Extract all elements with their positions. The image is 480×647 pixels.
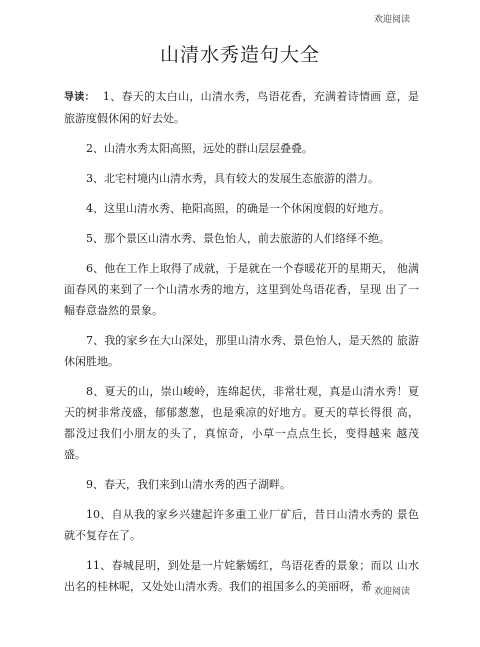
paragraph-text: 1、春天的太白山，山清水秀，鸟语花香，充满着诗情画 意，是旅游度假休闲的好去处。 (64, 90, 419, 125)
paragraph-11: 11、春城昆明，到处是一片姹紫嫣红，鸟语花香的景象；而以 山水出名的桂林呢，又处处山清水秀。我们的祖国多么的美丽呀，希 (64, 559, 419, 593)
paragraph-6: 6、他在工作上取得了成就，于是就在一个春暖花开的星期天， 他满面春风的来到了一个山清水秀的地方，这里到处鸟语花香，呈现 出了一幅春意盎然的景象。 (64, 262, 419, 317)
paragraph-9: 9、春天，我们来到山清水秀的西子湖畔。 (86, 478, 291, 491)
lead-label: 导读： (64, 92, 95, 103)
paragraph-1 (64, 86, 419, 129)
paragraph-10: 10、自从我的家乡兴建起许多重工业厂矿后，昔日山清水秀的 景色就不复存在了。 (64, 508, 419, 542)
header-note: 欢迎阅读 (373, 15, 410, 25)
paragraph-5: 5、那个景区山清水秀、景色怡人，前去旅游的人们络绎不绝。 (86, 232, 390, 245)
document-title: 山清水秀造句大全 (159, 44, 320, 66)
document-body (64, 86, 419, 606)
paragraph-7: 7、我的家乡在大山深处，那里山清水秀、景色怡人，是天然的 旅游休闲胜地。 (64, 334, 419, 368)
paragraph-8: 8、夏天的山，崇山峻岭，连绵起伏，非常壮观，真是山清水秀！夏天的树非常茂盛，郁郁葱葱，也是乘凉的好地方。夏天的草长得很 高，都没过我们小朋友的头了，真惊奇，小草一点点生长，变得越来 越茂盛。 (64, 385, 419, 461)
paragraph-4: 4、这里山清水秀、艳阳高照，的确是一个休闲度假的好地方。 (86, 202, 390, 215)
footer-note: 欢迎阅读 (373, 587, 410, 597)
paragraph-3: 3、北宅村境内山清水秀，具有较大的发展生态旅游的潜力。 (86, 172, 379, 185)
paragraph-2: 2、山清水秀太阳高照，远处的群山层层叠叠。 (86, 142, 313, 155)
